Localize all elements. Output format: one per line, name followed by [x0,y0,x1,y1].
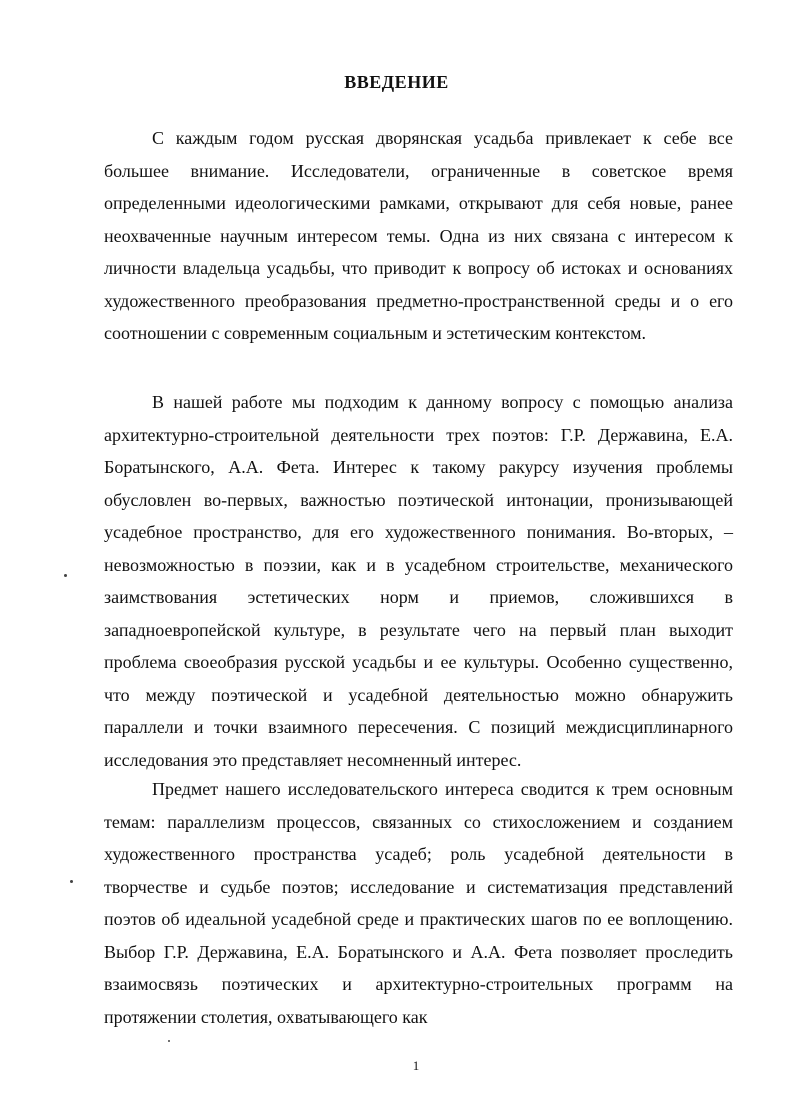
scan-speck [64,574,67,577]
paragraph-text: Предмет нашего исследовательского интереса сводится к трем основным темам: параллелизм процессов, связанных со стихосложением и созданием художественного пространства усадеб; роль усадебной деятельности в творчестве и судьбе поэтов; исследование и систематизация представлений поэтов об идеальной усадебной среде и практических шагов по ее воплощению. Выбор Г.Р. Державина, Е.А. Боратынского и А.А. Фета позволяет проследить взаимосвязь поэтических и архитектурно-строительных программ на протяжении столетия, охватывающего как [104,779,733,1027]
page-number: 1 [412,1058,420,1073]
paragraph-3 [104,773,733,1033]
paragraph-text: В нашей работе мы подходим к данному вопросу с помощью анализа архитектурно-строительной деятельности трех поэтов: Г.Р. Державина, Е.А. Боратынского, А.А. Фета. Интерес к такому ракурсу изучения проблемы обусловлен во-первых, важностью поэтической интонации, пронизывающей усадебное пространство, для его художественного понимания. Во-вторых, – невозможностью в поэзии, как и в усадебном строительстве, механического заимствования эстетических норм и приемов, сложившихся в западноевропейской культуре, в результате чего на первый план выходит проблема своеобразия русской усадьбы и ее культуры. Особенно существенно, что между поэтической и усадебной деятельностью можно обнаружить параллели и точки взаимного пересечения. С позиций междисциплинарного исследования это представляет несомненный интерес. [104,392,733,770]
section-heading: ВВЕДЕНИЕ [344,72,449,92]
scan-speck [70,880,73,883]
paragraph-1 [104,122,733,350]
scan-speck [168,1040,170,1042]
paragraph-text: С каждым годом русская дворянская усадьба привлекает к себе все большее внимание. Исследователи, ограниченные в советское время определенными идеологическими рамками, открывают для себя новые, ранее неохваченные научным интересом темы. Одна из них связана с интересом к личности владельца усадьбы, что приводит к вопросу об истоках и основаниях художественного преобразования предметно-пространственной среды и о его соотношении с современным социальным и эстетическим контекстом. [104,128,733,343]
paragraph-2 [104,386,733,776]
